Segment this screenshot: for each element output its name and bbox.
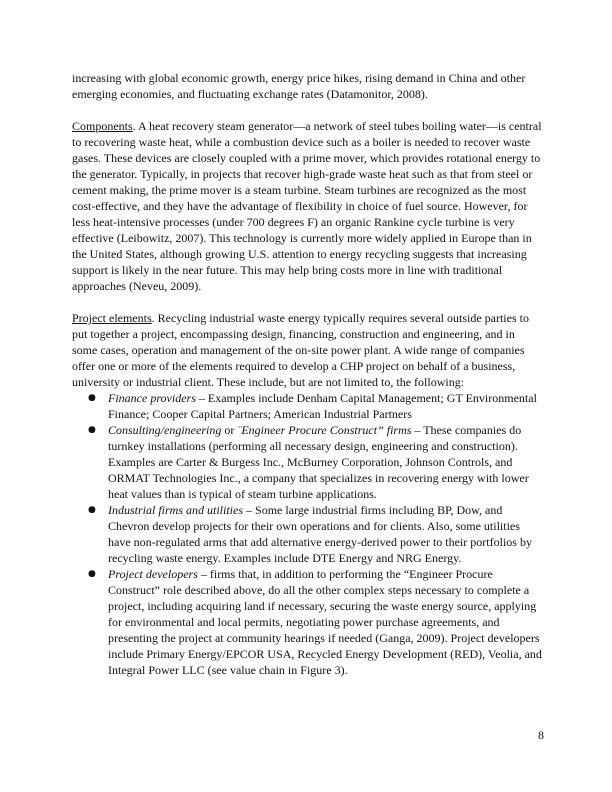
intro-continuation-paragraph: increasing with global economic growth, energy price hikes, rising demand in China and other emerging economies, and fluctuating exchange rates (Datamonitor, 2008). [72,71,526,101]
list-item-term: Finance providers [108,391,196,405]
list-item-term: Project developers [108,567,198,581]
list-item-text: – Examples include Denham Capital Management; GT Environmental Finance; Cooper Capital Partners; American Industrial Partners [108,391,537,421]
bullet-icon: ● [88,505,96,515]
document-page [72,70,542,678]
list-item-text: – These companies do turnkey installations (performing all necessary design, engineering and construction). Examples are Carter & Burgess Inc., McBurney Corporation, Johnson Controls, and ORMAT Technologies Inc., a company that specializes in recovering energy with lower heat values than is typical of steam turbine applications. [108,423,529,501]
list-item-industrial-firms [88,502,542,566]
list-item-text: – firms that, in addition to performing the “Engineer Procure Construct” role described above, do all the other complex steps necessary to complete a project, including acquiring land if necessary, securing the waste energy source, applying for environmental and local permits, negotiating power purchase agreements, and presenting the project at community hearings if needed (Ganga, 2009). Project developers include Primary Energy/EPCOR USA, Recycled Energy Development (RED), Veolia, and Integral Power LLC (see value chain in Figure 3). [108,567,542,677]
project-elements-body: Recycling industrial waste energy typically requires several outside parties to put together a project, encompassing design, financing, construction and engineering, and in some cases, operation and management of the on-site power plant. A wide range of companies offer one or more of the elements required to develop a CHP project on behalf of a business, university or industrial client. These include, but are not limited to, the following: [72,311,529,389]
bullet-icon: ● [88,425,96,435]
page-number: 8 [538,728,544,742]
bullet-icon: ● [88,393,96,403]
list-item-finance-providers [88,390,542,422]
list-item-term-secondary: ¨Engineer Procure Construct” firms [237,423,412,437]
list-item-term: Consulting/engineering [108,423,222,437]
list-item-connector: or [221,423,238,437]
project-elements-heading: Project elements [72,311,152,325]
project-elements-paragraph [72,310,542,390]
project-elements-heading-suffix: . [151,311,158,325]
list-item-term: Industrial firms and utilities [108,503,244,517]
components-paragraph [72,118,542,294]
list-item-text: – Some large industrial firms including BP, Dow, and Chevron develop projects for their own operations and for clients. Also, some utilities have non-regulated arms that add alternative energy-derived power to their portfolios by recycling waste energy. Examples include DTE Energy and NRG Energy. [108,503,532,565]
list-item-consulting-engineering [88,422,542,502]
list-item-project-developers [88,566,542,678]
components-body: A heat recovery steam generator—a network of steel tubes boiling water—is central to recovering waste heat, while a combustion device such as a boiler is needed to recover waste gases. These devices are closely coupled with a prime mover, which provides rotational energy to the generator. Typically, in projects that recover high-grade waste heat such as that from steel or cement making, the prime mover is a steam turbine. Steam turbines are recognized as the most cost-effective, and they have the advantage of flexibility in choice of fuel source. However, for less heat-intensive processes (under 700 degrees F) an organic Rankine cycle turbine is very effective (Leibowitz, 2007). This technology is currently more widely applied in Europe than in the United States, although growing U.S. attention to energy recycling suggests that increasing support is likely in the near future. This may help bring costs more in line with traditional approaches (Neveu, 2009). [72,119,542,293]
components-heading: Components [72,119,133,133]
bullet-icon: ● [88,569,96,579]
components-heading-suffix: . [132,119,139,133]
project-elements-list [72,390,542,678]
